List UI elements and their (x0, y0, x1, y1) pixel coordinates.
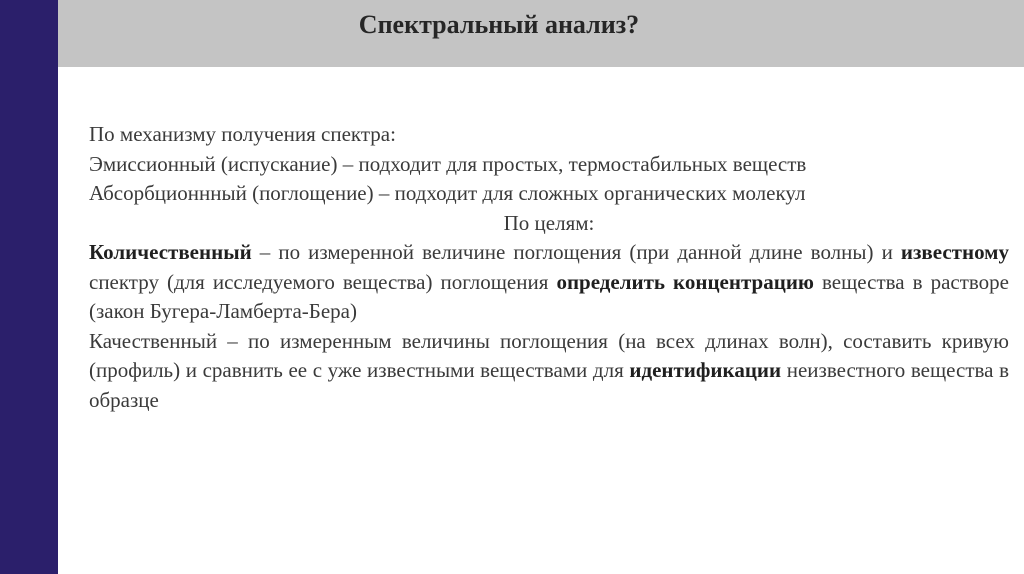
quantitative-text-1: – по измеренной величине поглощения (при данной длине волны) и (251, 240, 901, 264)
left-accent-bar (0, 0, 58, 574)
quantitative-paragraph (89, 238, 1009, 327)
slide-title: Спектральный анализ? (358, 10, 640, 39)
quantitative-text-3: вещества в растворе (закон Бугера-Ламберта-Бера) (89, 269, 1009, 323)
slide-body (89, 120, 1009, 415)
qualitative-paragraph (89, 327, 1009, 416)
quantitative-bold-concentration: определить концентрацию (556, 269, 814, 294)
quantitative-term: Количественный (89, 240, 252, 264)
quantitative-bold-known: известному (900, 240, 1009, 264)
qualitative-bold-identification: идентификации (629, 358, 782, 382)
absorption-line: Абсорбционнный (поглощение) – подходит для сложных органических молекул (89, 181, 806, 205)
quantitative-text-2: спектру (для исследуемого вещества) поглощения (89, 269, 557, 294)
qualitative-text-1: Качественный – по измеренным величины поглощения (на всех длинах волн), составить кривую (профиль) и сравнить ее с уже известными веществами для (89, 328, 1009, 382)
qualitative-text-2: неизвестного вещества в образце (89, 358, 1010, 412)
by-mechanism-heading: По механизму получения спектра: (89, 122, 396, 146)
emission-line: Эмиссионный (испускание) – подходит для простых, термостабильных веществ (89, 151, 807, 176)
by-goal-heading: По целям: (503, 210, 595, 235)
